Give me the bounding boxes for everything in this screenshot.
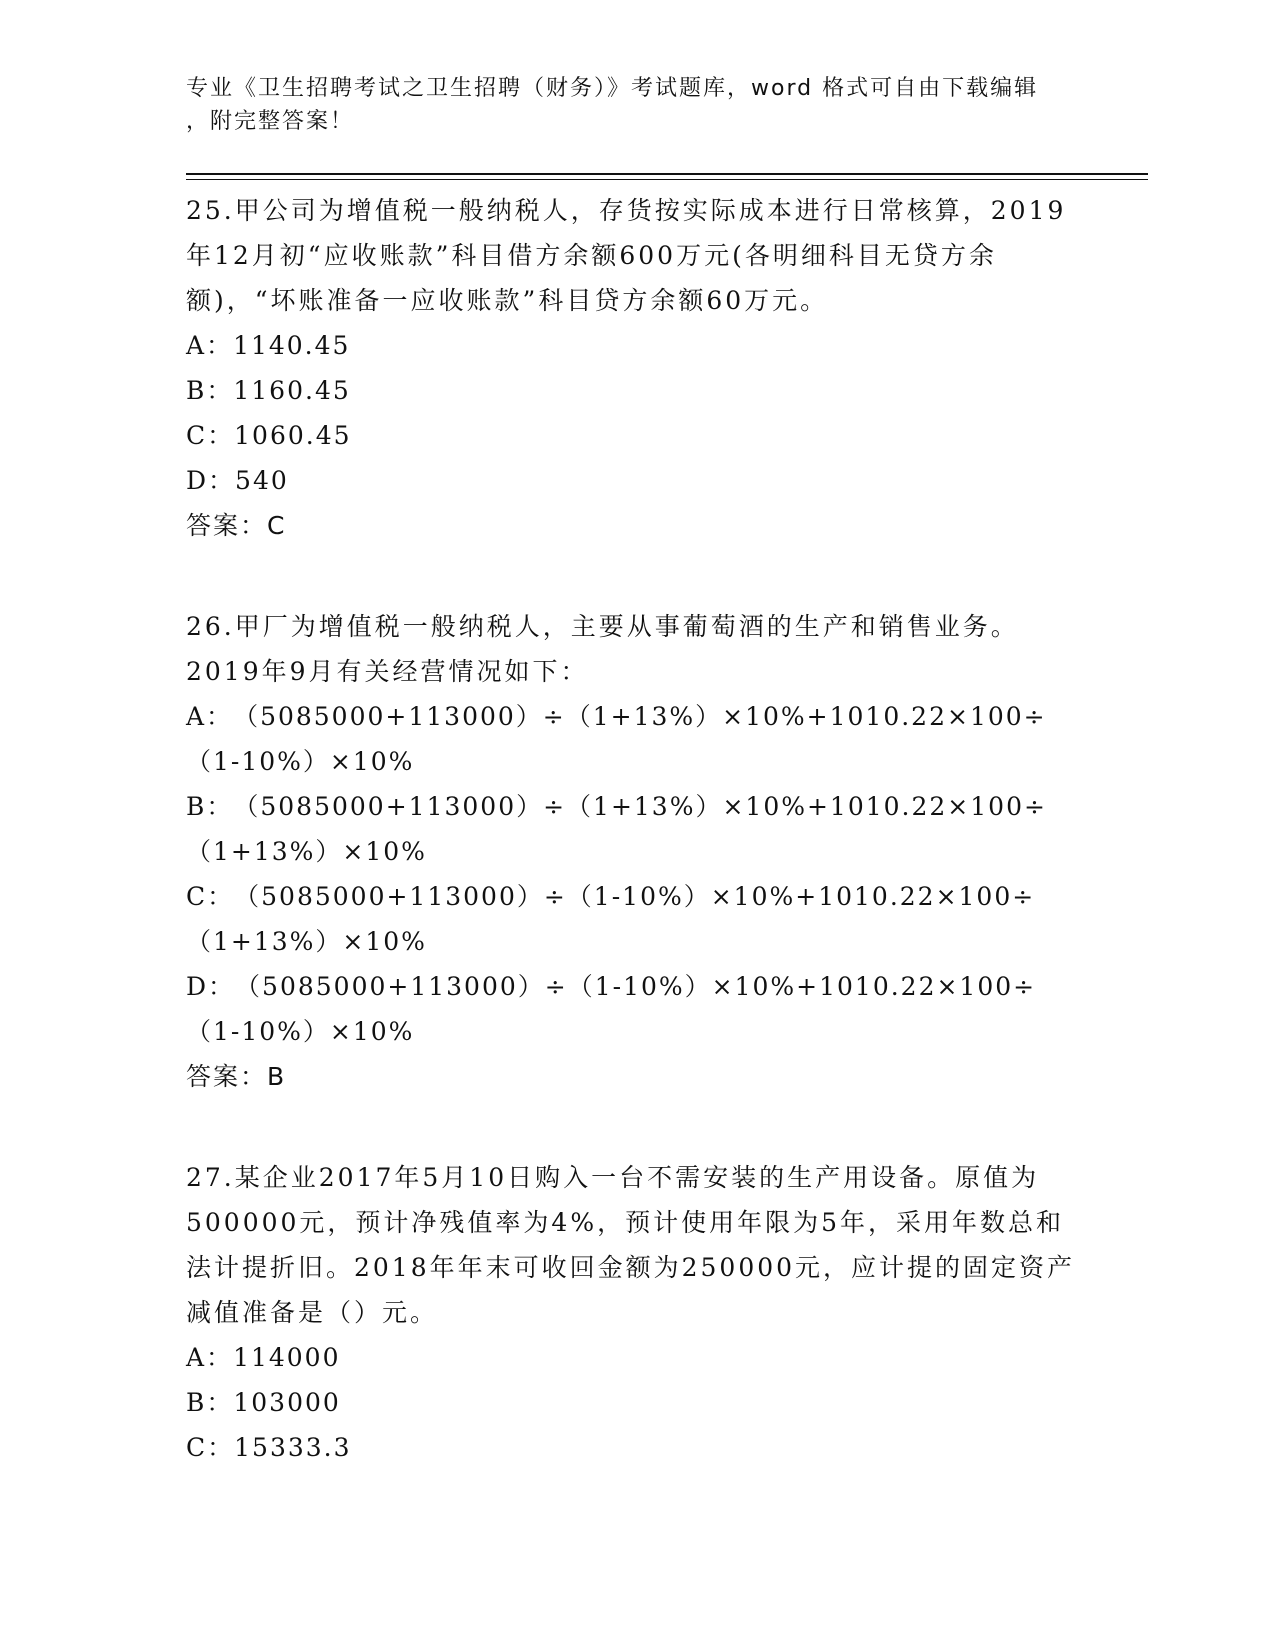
answer-line: 答案：B: [186, 1062, 287, 1091]
question-stem: 26.甲厂为增值税一般纳税人，主要从事葡萄酒的生产和销售业务。2019年9月有关经营情况如下：: [186, 612, 1019, 686]
option-b: [186, 368, 1086, 413]
header-divider-thin: [186, 179, 1148, 180]
option-text: （5085000+113000）÷（1+13%）×10%+1010.22×100÷（1+13%）×10%: [186, 792, 1047, 866]
answer-line: 答案：C: [186, 511, 287, 540]
option-text: 1060.45: [234, 421, 352, 450]
document-header: [186, 72, 1066, 138]
question-stem: 27.某企业2017年5月10日购入一台不需安装的生产用设备。原值为500000元，预计净残值率为4%，预计使用年限为5年，采用年数总和法计提折旧。2018年年末可收回金额为250000元，应计提的固定资产减值准备是（）元。: [186, 1163, 1076, 1327]
option-text: 15333.3: [234, 1433, 352, 1462]
option-text: （5085000+113000）÷（1+13%）×10%+1010.22×100÷（1-10%）×10%: [186, 702, 1047, 776]
option-letter: B：: [186, 792, 234, 821]
option-text: 1160.45: [233, 376, 351, 405]
option-letter: B：: [186, 1388, 234, 1417]
option-text: （5085000+113000）÷（1-10%）×10%+1010.22×100÷（1-10%）×10%: [186, 972, 1037, 1046]
question-list: [186, 188, 1086, 1526]
option-text: 103000: [233, 1388, 341, 1417]
option-a: [186, 694, 1086, 784]
option-c: [186, 1425, 1086, 1470]
option-letter: C：: [186, 1433, 235, 1462]
option-text: （5085000+113000）÷（1-10%）×10%+1010.22×100÷（1+13%）×10%: [186, 882, 1036, 956]
option-letter: C：: [186, 882, 235, 911]
option-d: [186, 964, 1086, 1054]
option-text: 114000: [233, 1343, 341, 1372]
option-text: 1140.45: [233, 331, 351, 360]
option-b: [186, 1380, 1086, 1425]
option-letter: A：: [186, 1343, 234, 1372]
header-line-1: 专业《卫生招聘考试之卫生招聘（财务）》考试题库，word 格式可自由下载编辑: [186, 76, 1039, 101]
option-letter: A：: [186, 702, 234, 731]
header-line-2: ，附完整答案！: [186, 109, 355, 134]
option-letter: C：: [186, 421, 235, 450]
header-divider-thick: [186, 173, 1148, 175]
option-letter: B：: [186, 376, 234, 405]
option-c: [186, 874, 1086, 964]
question-26: [186, 604, 1086, 1099]
question-27: [186, 1155, 1086, 1470]
option-letter: D：: [186, 466, 236, 495]
option-a: [186, 1335, 1086, 1380]
option-d: [186, 458, 1086, 503]
option-b: [186, 784, 1086, 874]
question-25: [186, 188, 1086, 548]
question-stem: 25.甲公司为增值税一般纳税人，存货按实际成本进行日常核算，2019年12月初“应收账款”科目借方余额600万元(各明细科目无贷方余额)，“坏账准备一应收账款”科目贷方余额60万元。: [186, 196, 1067, 315]
option-a: [186, 323, 1086, 368]
option-c: [186, 413, 1086, 458]
option-letter: D：: [186, 972, 236, 1001]
option-text: 540: [235, 466, 289, 495]
option-letter: A：: [186, 331, 234, 360]
